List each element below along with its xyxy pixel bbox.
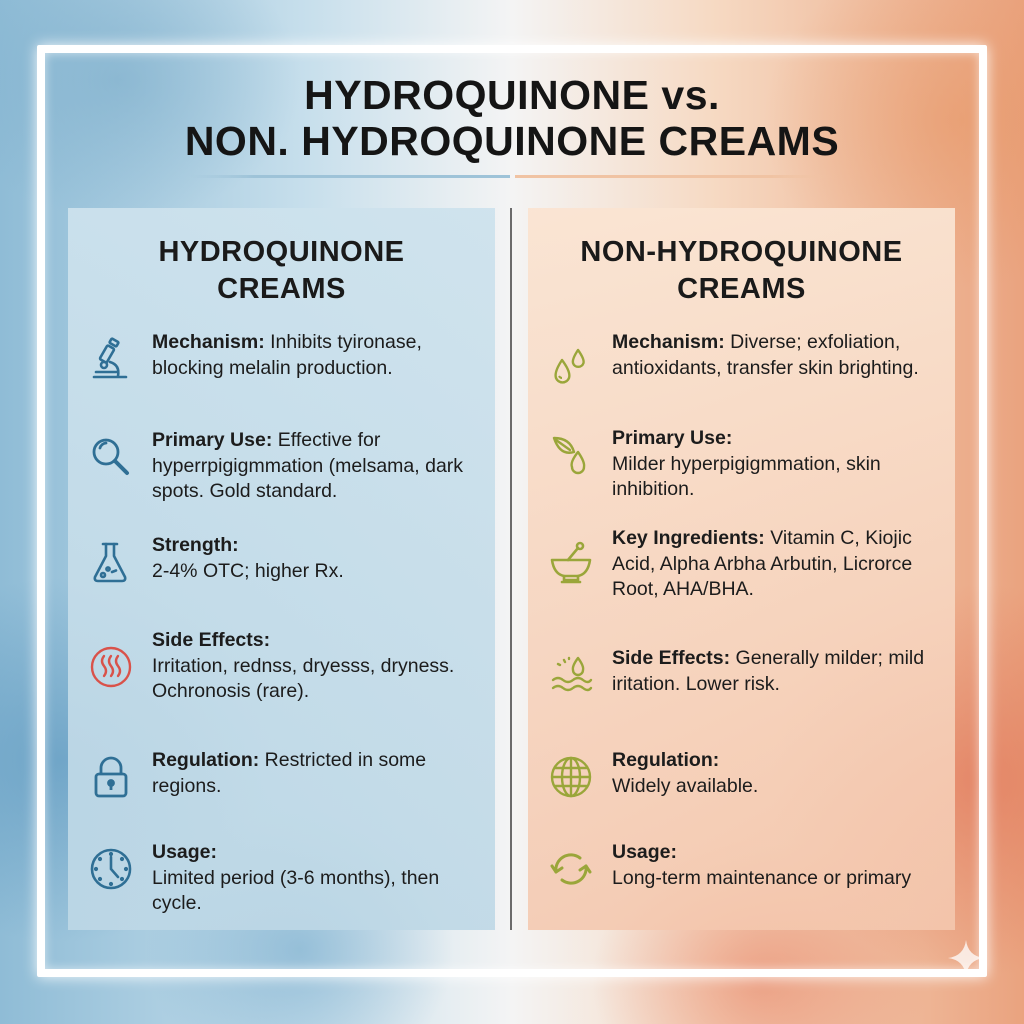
page-title: [0, 72, 1024, 164]
item-text: Long-term maintenance or primary: [612, 866, 912, 889]
item-label: Side Effects:: [152, 629, 271, 651]
panel-title-hydroquinone: [68, 234, 495, 308]
item-text: Milder hyperpigigmmation, skin inhibition.: [612, 452, 881, 500]
item-label: Regulation:: [612, 749, 720, 771]
list-item-key-ingredients: [548, 526, 947, 603]
flask-icon: [88, 539, 134, 585]
panel-title-line-1: NON-HYDROQUINONE: [580, 236, 903, 268]
item-text: Vitamin C, Kiojic Acid, Alpha Arbha Arbutin, Licrorce Root, AHA/BHA.: [612, 527, 913, 600]
item-label: Key Ingredients:: [612, 527, 765, 549]
magnifier-icon: [88, 434, 134, 480]
item-label: Primary Use:: [152, 429, 273, 451]
droplets-icon: [548, 344, 594, 390]
item-text: Limited period (3-6 months), then cycle.: [152, 866, 440, 914]
panel-title-line-2: CREAMS: [217, 273, 346, 305]
item-text: Inhibits tyironase, blocking melalin production.: [152, 331, 422, 379]
hydroquinone-panel: [68, 208, 495, 930]
non-hydroquinone-panel: [528, 208, 955, 930]
title-underline-left: [190, 175, 510, 178]
water-drop-waves-icon: [548, 652, 594, 698]
mortar-pestle-icon: [548, 540, 594, 586]
item-label: Mechanism:: [612, 331, 725, 353]
item-label: Side Effects:: [612, 647, 731, 669]
heat-waves-icon: [88, 644, 134, 690]
list-item-side-effects: [548, 646, 947, 698]
column-divider: [510, 208, 512, 930]
title-underline-right: [515, 175, 835, 178]
microscope-icon: [88, 336, 134, 382]
panel-title-line-2: CREAMS: [677, 273, 806, 305]
item-text: Effective for hyperrpigigmmation (melsama, dark spots. Gold standard.: [152, 429, 464, 502]
list-item-side-effects: [88, 628, 487, 705]
list-item-regulation: [548, 748, 947, 800]
item-label: Mechanism:: [152, 331, 265, 353]
title-line-1: HYDROQUINONE vs.: [304, 72, 720, 118]
title-line-2: NON. HYDROQUINONE CREAMS: [184, 118, 840, 164]
list-item-usage: [548, 840, 947, 892]
clock-icon: [88, 846, 134, 892]
list-item-mechanism: [548, 330, 947, 390]
item-text: 2-4% OTC; higher Rx.: [152, 559, 344, 582]
item-label: Primary Use:: [612, 427, 733, 449]
item-label: Regulation:: [152, 749, 260, 771]
list-item-primary-use: [548, 426, 947, 503]
item-text: Widely available.: [612, 774, 759, 797]
lock-icon: [88, 754, 134, 800]
list-item-regulation: [88, 748, 487, 800]
panel-title-non-hydroquinone: [528, 234, 955, 308]
list-item-mechanism: [88, 330, 487, 382]
cycle-arrows-icon: [548, 846, 594, 892]
item-label: Usage:: [612, 841, 678, 863]
item-text: Diverse; exfoliation, antioxidants, transfer skin brighting.: [612, 331, 919, 379]
globe-icon: [548, 754, 594, 800]
list-item-usage: [88, 840, 487, 917]
item-label: Strength:: [152, 534, 239, 556]
list-item-primary-use: [88, 428, 487, 505]
leaf-drop-icon: [548, 432, 594, 478]
item-text: Generally milder; mild iritation. Lower risk.: [612, 647, 925, 695]
sparkle-icon: [948, 940, 984, 976]
panel-title-line-1: HYDROQUINONE: [158, 236, 405, 268]
list-item-strength: [88, 533, 487, 585]
item-text: Restricted in some regions.: [152, 749, 427, 797]
item-text: Irritation, rednss, dryesss, dryness. Ochronosis (rare).: [152, 654, 455, 702]
item-label: Usage:: [152, 841, 218, 863]
